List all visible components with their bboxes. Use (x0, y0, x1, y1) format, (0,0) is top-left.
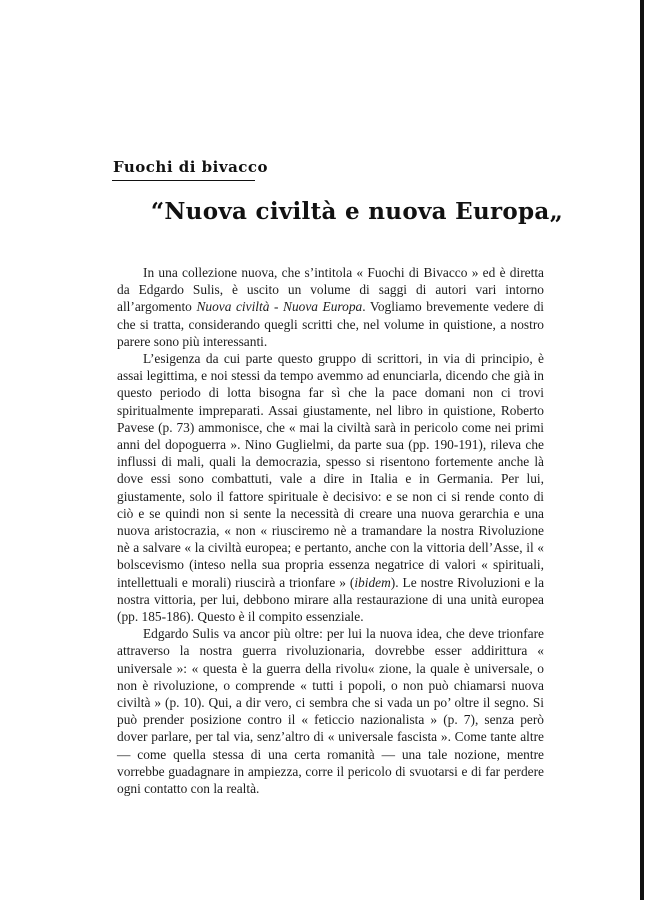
article-title: “Nuova civiltà e nuova Europa„ (150, 198, 564, 225)
p1-book-title: Nuova civiltà - Nuova Europa (196, 299, 363, 315)
p3-text-1: Edgardo Sulis va ancor più oltre: per lui la nuova idea, che deve trionfare attraverso la nostra guerra rivoluzionaria, dovrebbe esser addirittura « universale »: « questa è la guerra della rivolu« zione, la quale è universale, o non è rivoluzione, o comprende « tutti i popoli, o non può chiamarsi nuova civiltà » (p. 10). Qui, a dir vero, ci sembra che si vada un po’ oltre il segno. Si può prender posizione contro il « feticcio nazionalista » (p. 7), senza però dover parlare, per tal via, senz’altro di « universale fascista ». Come tante altre — come quella stessa di una certa romanità — una tale nozione, mentre vorrebbe guadagnare in ampiezza, corre il pericolo di svuotarsi e di far perdere ogni contatto con la realtà. (117, 626, 544, 797)
paragraph-1 (117, 264, 544, 350)
p1-text-1: In una collezione nuova, che s’intitola « Fuochi di Bivacco » ed è diretta da Edgardo Sulis, è uscito un volume di saggi di autori vari intorno all’argomento (117, 265, 544, 315)
section-label: Fuochi di bivacco (113, 158, 269, 176)
article-body (117, 264, 544, 797)
p2-ibidem: ibidem (354, 574, 391, 590)
p2-text-2: ). Le nostre Rivoluzioni e la nostra vittoria, per lui, debbono mirare alla restaurazione di una unità europea (pp. 185-186). Questo è il compito essenziale. (117, 574, 545, 625)
p1-text-2: . Vogliamo brevemente vedere di che si tratta, considerando quegli scritti che, nel volume in quistione, a nostro parere sono più interessanti. (117, 299, 544, 349)
paragraph-3 (117, 625, 544, 797)
binding-edge (640, 0, 644, 900)
section-underline (112, 180, 255, 181)
paragraph-2 (117, 350, 544, 625)
p2-text-1: L’esigenza da cui parte questo gruppo di scrittori, in via di principio, è assai legittima, e noi stessi da tempo avemmo ad enunciarla, dicendo che già in questo periodo di lotta bisogna far sì che la pace domani non ci trovi spiritualmente impreparati. Assai giustamente, nel libro in quistione, Roberto Pavese (p. 73) ammonisce, che « mai la civiltà sarà in pericolo come nei primi anni del dopoguerra ». Nino Guglielmi, da parte sua (pp. 190-191), rileva che influssi di mali, quali la democrazia, spesso si risentono fortemente anche là dove essi sono combattuti, vale a dire in Italia e in Germania. Per lui, giustamente, solo il fattore spirituale è decisivo: e se non ci si rende conto di ciò e se quindi non si sente la necessità di creare una nuova gerarchia e una nuova aristocrazia, « non « riusciremo nè a tramandare la nostra Rivoluzione nè a salvare « la civiltà europea; e pertanto, anche con la vittoria dell’Asse, il « bolscevismo (inteso nella sua propria essenza negatrice di valori « spirituali, intellettuali e morali) riuscirà a trionfare » ( (117, 351, 544, 590)
